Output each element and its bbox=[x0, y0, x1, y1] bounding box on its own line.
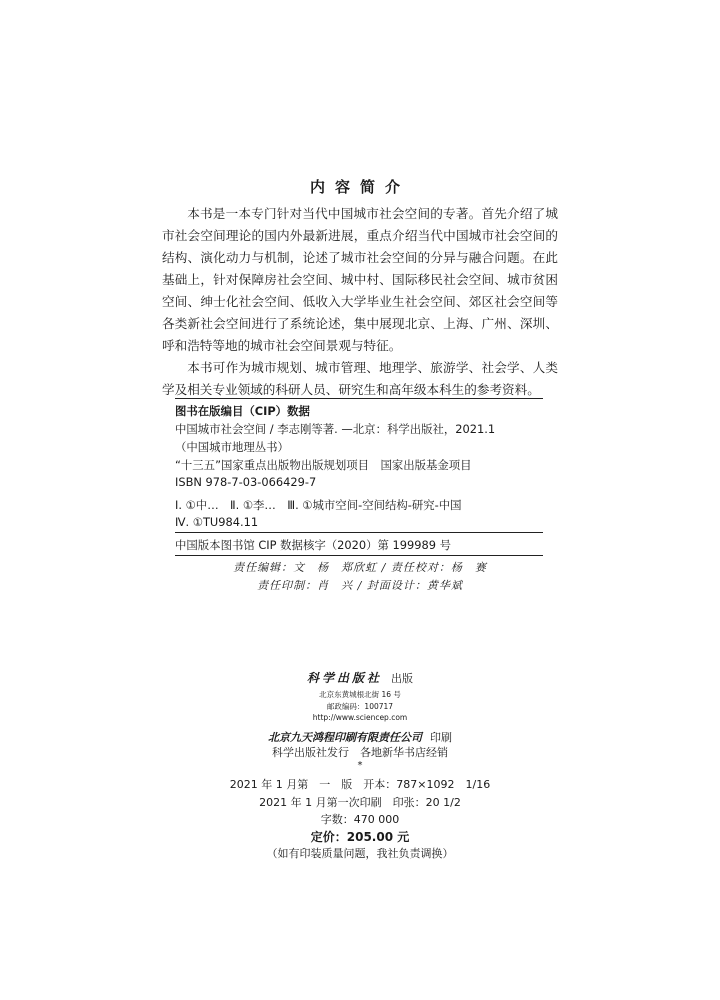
printer-line bbox=[0, 726, 720, 745]
editors-line: 责任编辑：文 杨 郑欣虹 / 责任校对：杨 赛 bbox=[233, 561, 487, 574]
publisher-website: http://www.sciencep.com bbox=[312, 713, 408, 722]
printing-line: 2021 年 1 月第一次印刷 印张：20 1/2 bbox=[259, 796, 461, 809]
intro-body bbox=[162, 203, 558, 401]
intro-title: 内容简介 bbox=[309, 178, 410, 196]
publisher-postcode: 邮政编码：100717 bbox=[326, 702, 394, 711]
cip-bottom-rule bbox=[175, 555, 543, 556]
cip-line: “十三五”国家重点出版物出版规划项目 国家出版基金项目 bbox=[175, 458, 472, 472]
intro-paragraph: 本书可作为城市规划、城市管理、地理学、旅游学、社会学、人类学及相关专业领域的科研人员、研究生和高年级本科生的参考资料。 bbox=[162, 360, 558, 397]
cip-heading: 图书在版编目（CIP）数据 bbox=[175, 404, 310, 418]
printer-name: 北京九天鸿程印刷有限责任公司 bbox=[267, 731, 422, 744]
cip-line: ISBN 978-7-03-066429-7 bbox=[175, 475, 317, 489]
cip-classification: Ⅰ. ①中… Ⅱ. ①李… Ⅲ. ①城市空间-空间结构-研究-中国 bbox=[175, 498, 462, 512]
publisher-line bbox=[0, 667, 720, 686]
cip-top-rule bbox=[175, 398, 543, 399]
publisher-suffix: 出版 bbox=[391, 672, 414, 685]
quality-notice: （如有印装质量问题，我社负责调换） bbox=[266, 847, 454, 860]
cip-middle-rule bbox=[175, 532, 543, 533]
cip-verification: 中国版本图书馆 CIP 数据核字（2020）第 199989 号 bbox=[175, 538, 451, 552]
cip-line: 中国城市社会空间 / 李志刚等著. —北京：科学出版社，2021.1 bbox=[175, 422, 496, 436]
distribution-line: 科学出版社发行 各地新华书店经销 bbox=[272, 746, 448, 759]
cip-classification: Ⅳ. ①TU984.11 bbox=[175, 515, 259, 529]
publisher-address: 北京东黄城根北街 16 号 bbox=[319, 690, 401, 699]
intro-paragraph: 本书是一本专门针对当代中国城市社会空间的专著。首先介绍了城市社会空间理论的国内外最新进展，重点介绍当代中国城市社会空间的结构、演化动力与机制，论述了城市社会空间的分异与融合问题。在此基础上，针对保障房社会空间、城中村、国际移民社会空间、城市贫困空间、绅士化社会空间、低收入大学毕业生社会空间、郊区社会空间等各类新社会空间进行了系统论述，集中展现北京、上海、广州、深圳、呼和浩特等地的城市社会空间景观与特征。 bbox=[162, 206, 558, 353]
cip-line: （中国城市地理丛书） bbox=[175, 440, 289, 454]
editors-line: 责任印制：肖 兴 / 封面设计：黄华斌 bbox=[257, 579, 463, 592]
word-count: 字数：470 000 bbox=[320, 813, 400, 826]
publisher-name: 科学出版社 bbox=[306, 671, 382, 685]
price: 定价：205.00 元 bbox=[310, 830, 410, 844]
imprint-separator: * bbox=[357, 760, 363, 771]
edition-line: 2021 年 1 月第 一 版 开本：787×1092 1/16 bbox=[229, 778, 491, 791]
printer-suffix: 印刷 bbox=[430, 731, 453, 744]
